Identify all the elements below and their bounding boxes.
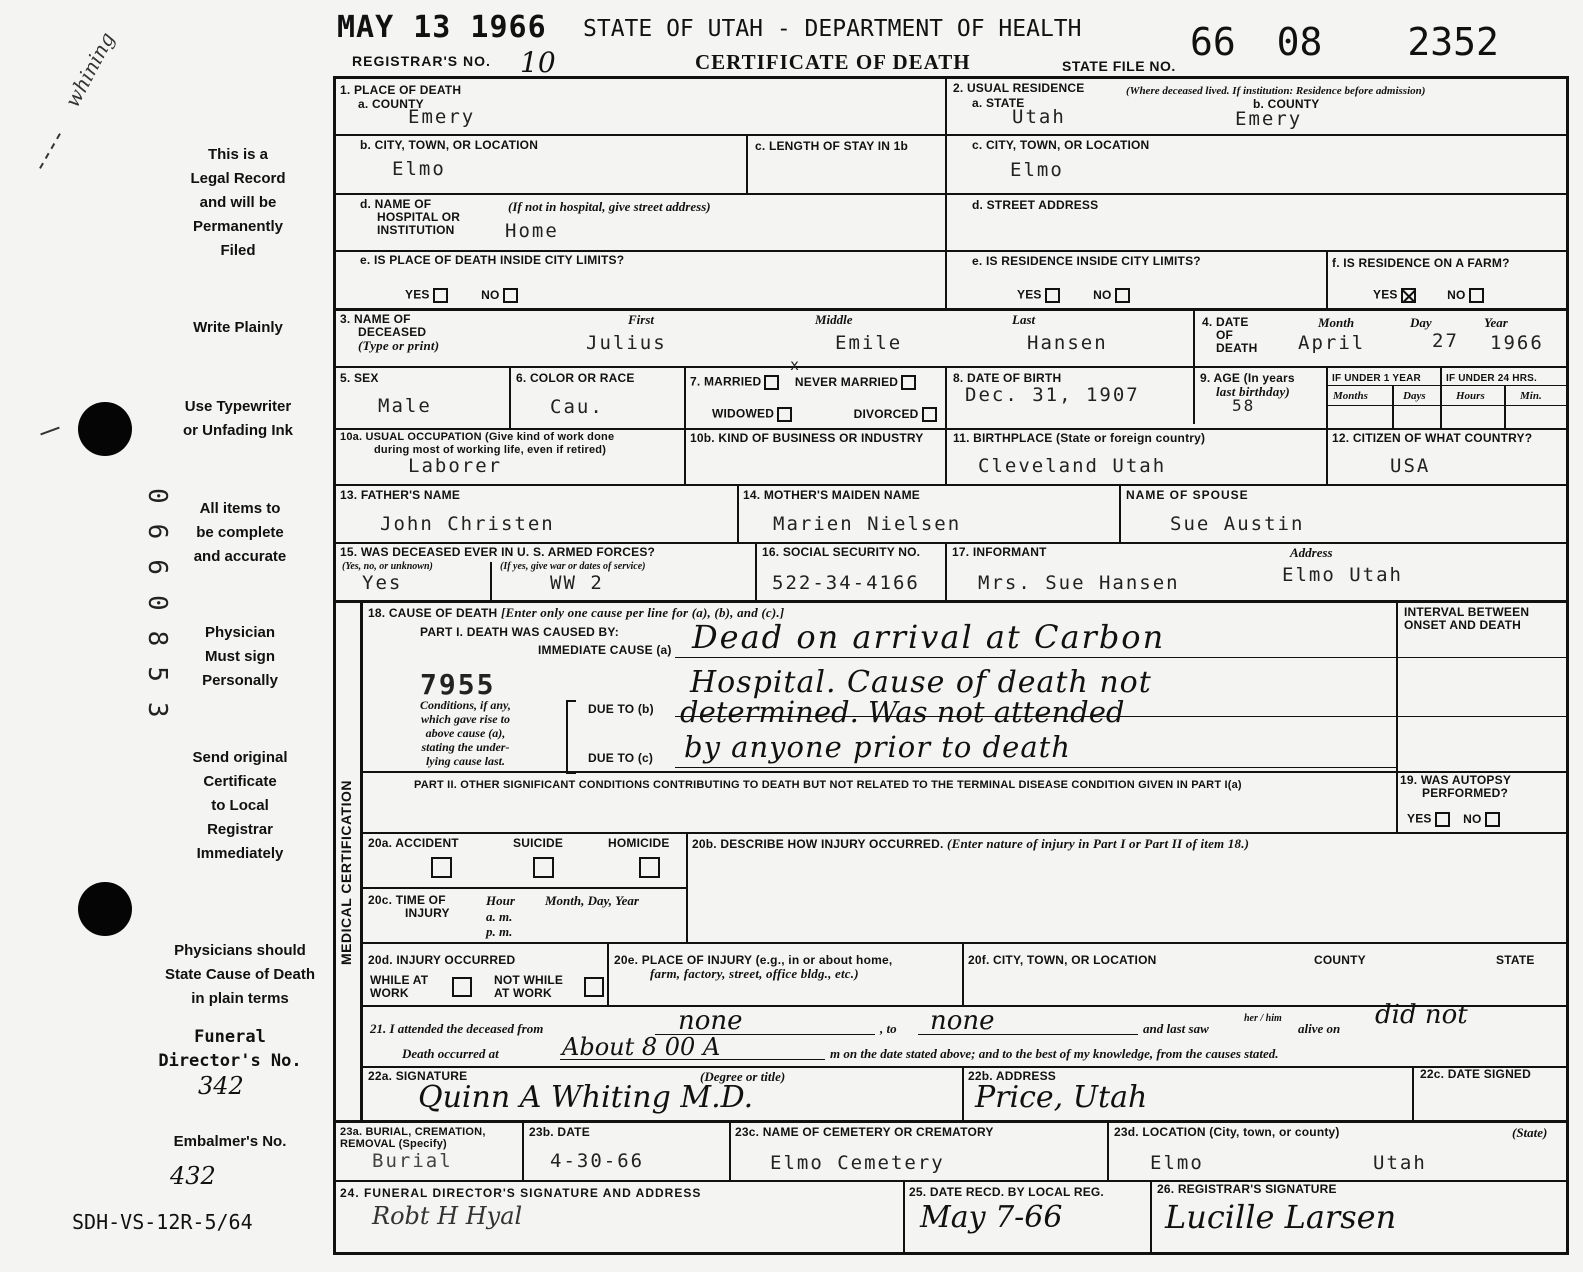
residence-county-label: b. COUNTY bbox=[1253, 97, 1320, 111]
birth-date-label: 8. DATE OF BIRTH bbox=[953, 371, 1062, 385]
alive-on-label: alive on bbox=[1298, 1021, 1341, 1036]
autopsy-no-checkbox[interactable] bbox=[1485, 812, 1500, 827]
burial-location-state: Utah bbox=[1373, 1152, 1427, 1174]
am-label: a. m. bbox=[486, 909, 513, 924]
date-of-death-label: 4. DATE OF DEATH bbox=[1202, 315, 1258, 355]
to-label: , to bbox=[880, 1021, 897, 1036]
under-1-year-label: IF UNDER 1 YEAR bbox=[1332, 373, 1421, 384]
embalmer-number: 432 bbox=[170, 1162, 216, 1190]
burial-location-city: Elmo bbox=[1150, 1152, 1204, 1174]
sidebar-all-items: All items to be complete and accurate bbox=[193, 500, 287, 565]
margin-dashes bbox=[39, 133, 61, 169]
not-while-at-work-label: NOT WHILE AT WORK bbox=[494, 973, 564, 1000]
citizen-label: 12. CITIZEN OF WHAT COUNTRY? bbox=[1332, 431, 1533, 445]
date-received-value: May 7-66 bbox=[920, 1200, 1063, 1235]
deceased-name-label: 3. NAME OF DECEASED (Type or print) bbox=[340, 312, 440, 353]
punch-hole-top bbox=[78, 402, 132, 456]
state-file-no: 66 08 2352 bbox=[1190, 20, 1499, 64]
business-label: 10b. KIND OF BUSINESS OR INDUSTRY bbox=[690, 431, 924, 445]
while-at-work-label: WHILE AT WORK bbox=[370, 973, 429, 1000]
months-label: Months bbox=[1333, 390, 1368, 402]
last-name-value: Hansen bbox=[1027, 332, 1108, 354]
sidebar-legal-record: This is a Legal Record and will be Permanently Filed bbox=[190, 146, 286, 259]
residence-state-label: a. STATE bbox=[972, 96, 1025, 110]
death-day-value: 27 bbox=[1432, 330, 1459, 352]
ssn-label: 16. SOCIAL SECURITY NO. bbox=[762, 545, 921, 559]
spouse-label: NAME OF SPOUSE bbox=[1126, 488, 1249, 502]
armed-value: Yes bbox=[362, 572, 403, 594]
registrar-signature: Lucille Larsen bbox=[1165, 1198, 1397, 1236]
last-saw-value: did not bbox=[1375, 1000, 1468, 1030]
residence-county-value: Emery bbox=[1235, 108, 1303, 130]
autopsy-yes-checkbox[interactable] bbox=[1435, 812, 1450, 827]
due-to-b-label: DUE TO (b) bbox=[588, 702, 654, 716]
cause-code: 7955 bbox=[420, 668, 496, 701]
cause-line-1: Dead on arrival at Carbon bbox=[692, 618, 1166, 656]
death-month-value: April bbox=[1298, 332, 1366, 354]
physician-signature: Quinn A Whiting M.D. bbox=[418, 1080, 754, 1115]
hour-label: Hour bbox=[486, 893, 515, 908]
occurred-tail-label: m on the date stated above; and to the best of my knowledge, from the causes stated. bbox=[830, 1046, 1279, 1061]
hours-label: Hours bbox=[1456, 390, 1485, 402]
death-month-label: Month bbox=[1318, 315, 1355, 330]
time-of-injury-label: 20c. TIME OF INJURY bbox=[368, 893, 450, 920]
burial-date-label: 23b. DATE bbox=[529, 1125, 590, 1139]
residence-label-note: (Where deceased lived. If institution: Residence before admission) bbox=[1126, 85, 1426, 97]
sidebar-write-plainly: Write Plainly bbox=[193, 319, 283, 336]
armed-note-1: (Yes, no, or unknown) bbox=[342, 561, 433, 572]
burial-state-label: (State) bbox=[1512, 1125, 1548, 1140]
burial-label: 23a. BURIAL, CREMATION, REMOVAL (Specify) bbox=[340, 1126, 486, 1150]
registrar-no-value: 10 bbox=[520, 46, 556, 79]
days-label: Days bbox=[1403, 390, 1426, 402]
death-inside-city-options: YES NO bbox=[405, 288, 518, 303]
married-options: 7. MARRIED NEVER MARRIED bbox=[690, 375, 916, 390]
vertical-certificate-number: 0660853 bbox=[142, 488, 172, 738]
injury-county-label: COUNTY bbox=[1314, 953, 1366, 967]
hospital-value: Home bbox=[505, 220, 559, 242]
hospital-label: d. NAME OF HOSPITAL OR INSTITUTION bbox=[360, 197, 461, 237]
sidebar-funeral-director: Funeral Director's No. bbox=[158, 1027, 302, 1071]
sidebar-send-original: Send original Certificate to Local Registrar Immediately bbox=[192, 749, 288, 862]
informant-address-value: Elmo Utah bbox=[1282, 564, 1403, 586]
interval-label: INTERVAL BETWEEN ONSET AND DEATH bbox=[1404, 605, 1530, 632]
accident-checkbox[interactable] bbox=[431, 857, 452, 878]
autopsy-options: YES NO bbox=[1407, 812, 1500, 827]
sidebar-embalmer: Embalmer's No. bbox=[173, 1133, 287, 1150]
registrar-signature-label: 26. REGISTRAR'S SIGNATURE bbox=[1157, 1182, 1337, 1196]
received-date-stamp: MAY 13 1966 bbox=[337, 10, 547, 45]
first-name-value: Julius bbox=[586, 332, 667, 354]
residence-inside-city-yes-checkbox[interactable] bbox=[1045, 288, 1060, 303]
state-file-no-label: STATE FILE NO. bbox=[1062, 58, 1176, 74]
father-label: 13. FATHER'S NAME bbox=[340, 488, 461, 502]
armed-note-2: (If yes, give war or dates of service) bbox=[500, 561, 646, 572]
informant-value: Mrs. Sue Hansen bbox=[978, 572, 1180, 594]
homicide-checkbox[interactable] bbox=[639, 857, 660, 878]
farm-no-checkbox[interactable] bbox=[1469, 288, 1484, 303]
month-day-year-label: Month, Day, Year bbox=[545, 893, 639, 908]
agency-title: STATE OF UTAH - DEPARTMENT OF HEALTH bbox=[583, 16, 1082, 42]
length-of-stay-label: c. LENGTH OF STAY IN 1b bbox=[755, 139, 909, 153]
farm-yes-checkbox-checked[interactable] bbox=[1401, 288, 1416, 303]
residence-label: 2. USUAL RESIDENCE bbox=[953, 81, 1085, 95]
occupation-label: 10a. USUAL OCCUPATION (Give kind of work done during most of working life, even if retired) bbox=[340, 431, 615, 456]
funeral-director-label: 24. FUNERAL DIRECTOR'S SIGNATURE AND ADDRESS bbox=[340, 1186, 702, 1200]
informant-address-label: Address bbox=[1290, 545, 1333, 560]
cemetery-value: Elmo Cemetery bbox=[770, 1152, 945, 1174]
farm-label: f. IS RESIDENCE ON A FARM? bbox=[1332, 256, 1510, 270]
citizen-value: USA bbox=[1390, 455, 1431, 477]
place-of-death-label: 1. PLACE OF DEATH bbox=[340, 83, 462, 97]
conditions-note: Conditions, if any, which gave rise to above cause (a), stating the under- lying cause last. bbox=[420, 698, 511, 768]
death-inside-city-no-checkbox[interactable] bbox=[503, 288, 518, 303]
min-label: Min. bbox=[1520, 390, 1542, 402]
injury-city-label: 20f. CITY, TOWN, OR LOCATION bbox=[968, 953, 1157, 967]
death-year-label: Year bbox=[1484, 315, 1508, 330]
pm-label: p. m. bbox=[486, 924, 513, 939]
sex-value: Male bbox=[378, 395, 432, 417]
sidebar-physicians-should: Physicians should State Cause of Death in plain terms bbox=[164, 942, 316, 1007]
cause-line-2: Hospital. Cause of death not bbox=[690, 665, 1152, 700]
homicide-label: HOMICIDE bbox=[608, 836, 670, 850]
injury-occurred-label: 20d. INJURY OCCURRED bbox=[368, 953, 516, 967]
armed-forces-label: 15. WAS DECEASED EVER IN U. S. ARMED FORCES? bbox=[340, 545, 656, 559]
occupation-value: Laborer bbox=[408, 455, 503, 477]
race-label: 6. COLOR OR RACE bbox=[516, 371, 635, 385]
physician-address: Price, Utah bbox=[975, 1080, 1148, 1115]
funeral-director-signature: Robt H Hyal bbox=[372, 1202, 523, 1230]
married-checkbox[interactable] bbox=[764, 375, 779, 390]
degree-label: (Degree or title) bbox=[700, 1069, 786, 1084]
attended-label: 21. I attended the deceased from bbox=[370, 1021, 544, 1036]
residence-inside-city-options: YES NO bbox=[1017, 288, 1130, 303]
occurred-at-label: Death occurred at bbox=[402, 1046, 499, 1061]
death-city-value: Elmo bbox=[392, 158, 446, 180]
married-mark: x bbox=[790, 356, 802, 374]
under-24-hrs-label: IF UNDER 24 HRS. bbox=[1446, 373, 1537, 384]
mother-value: Marien Nielsen bbox=[773, 513, 962, 535]
last-saw-label: and last saw bbox=[1143, 1021, 1209, 1036]
certificate-title: CERTIFICATE OF DEATH bbox=[695, 50, 971, 74]
physician-address-label: 22b. ADDRESS bbox=[968, 1069, 1056, 1083]
residence-city-label: c. CITY, TOWN, OR LOCATION bbox=[972, 138, 1150, 152]
middle-name-value: Emile bbox=[835, 332, 903, 354]
sex-label: 5. SEX bbox=[340, 371, 379, 385]
part2-label: PART II. OTHER SIGNIFICANT CONDITIONS CONTRIBUTING TO DEATH BUT NOT RELATED TO THE TERMINAL DISEASE CONDITION GIVEN IN PART I(a) bbox=[414, 779, 1242, 791]
birthplace-label: 11. BIRTHPLACE (State or foreign country) bbox=[953, 431, 1206, 445]
date-received-label: 25. DATE RECD. BY LOCAL REG. bbox=[909, 1185, 1104, 1199]
residence-city-value: Elmo bbox=[1010, 159, 1064, 181]
registrar-no-label: REGISTRAR'S NO. bbox=[352, 53, 491, 69]
middle-label: Middle bbox=[815, 312, 853, 327]
cause-line-4: by anyone prior to death bbox=[684, 730, 1071, 764]
never-married-checkbox[interactable] bbox=[901, 375, 916, 390]
suicide-checkbox[interactable] bbox=[533, 857, 554, 878]
suicide-label: SUICIDE bbox=[513, 836, 564, 850]
margin-tick bbox=[40, 427, 59, 436]
residence-state-value: Utah bbox=[1012, 106, 1066, 128]
street-address-label: d. STREET ADDRESS bbox=[972, 198, 1099, 212]
her-him-label: her / him bbox=[1244, 1013, 1282, 1024]
sidebar-physician-sign: Physician Must sign Personally bbox=[202, 624, 278, 689]
injury-state-label: STATE bbox=[1496, 953, 1535, 967]
first-label: First bbox=[628, 312, 655, 327]
burial-date-value: 4-30-66 bbox=[550, 1150, 645, 1172]
signature-label: 22a. SIGNATURE bbox=[368, 1069, 468, 1083]
hospital-note: (If not in hospital, give street address) bbox=[508, 199, 711, 214]
widowed-options: WIDOWED DIVORCED bbox=[712, 407, 937, 422]
death-county-label: a. COUNTY bbox=[358, 97, 424, 111]
attended-to-value: none bbox=[930, 1006, 995, 1036]
race-value: Cau. bbox=[550, 396, 604, 418]
birthplace-value: Cleveland Utah bbox=[978, 455, 1167, 477]
not-while-at-work-checkbox[interactable] bbox=[584, 977, 604, 997]
farm-options: YES NO bbox=[1373, 288, 1484, 303]
medical-certification-side-label: MEDICAL CERTIFICATION bbox=[338, 780, 354, 965]
sidebar-typewriter: Use Typewriter or Unfading Ink bbox=[183, 398, 293, 439]
accident-label: 20a. ACCIDENT bbox=[368, 836, 459, 850]
age-label: 9. AGE (In years last birthday) bbox=[1200, 371, 1295, 399]
death-inside-city-yes-checkbox[interactable] bbox=[433, 288, 448, 303]
burial-location-label: 23d. LOCATION (City, town, or county) bbox=[1114, 1125, 1340, 1139]
spouse-value: Sue Austin bbox=[1170, 513, 1305, 535]
immediate-cause-label: IMMEDIATE CAUSE (a) bbox=[538, 643, 672, 657]
mother-label: 14. MOTHER'S MAIDEN NAME bbox=[743, 488, 921, 502]
cemetery-label: 23c. NAME OF CEMETERY OR CREMATORY bbox=[735, 1125, 994, 1139]
death-day-label: Day bbox=[1410, 315, 1432, 330]
cause-of-death-label: 18. CAUSE OF DEATH [Enter only one cause per line for (a), (b), and (c).] bbox=[368, 605, 785, 620]
father-value: John Christen bbox=[380, 513, 555, 535]
widowed-checkbox[interactable] bbox=[777, 407, 792, 422]
while-at-work-checkbox[interactable] bbox=[452, 977, 472, 997]
due-to-c-label: DUE TO (c) bbox=[588, 751, 654, 765]
date-signed-label: 22c. DATE SIGNED bbox=[1420, 1067, 1532, 1081]
form-code: SDH-VS-12R-5/64 bbox=[72, 1210, 253, 1234]
conditions-brace bbox=[566, 700, 576, 774]
age-value: 58 bbox=[1232, 396, 1256, 415]
margin-note: whining bbox=[60, 28, 120, 112]
death-inside-city-label: e. IS PLACE OF DEATH INSIDE CITY LIMITS? bbox=[360, 253, 625, 267]
occurred-at-value: About 8 00 A bbox=[562, 1033, 721, 1061]
death-year-value: 1966 bbox=[1490, 332, 1544, 354]
funeral-director-number: 342 bbox=[198, 1072, 244, 1100]
burial-value: Burial bbox=[372, 1150, 453, 1172]
informant-label: 17. INFORMANT bbox=[952, 545, 1047, 559]
autopsy-label: 19. WAS AUTOPSY PERFORMED? bbox=[1400, 773, 1512, 800]
death-county-value: Emery bbox=[408, 106, 476, 128]
part1-label: PART I. DEATH WAS CAUSED BY: bbox=[420, 625, 619, 639]
war-value: WW 2 bbox=[550, 572, 604, 594]
ssn-value: 522-34-4166 bbox=[772, 572, 920, 594]
residence-inside-city-no-checkbox[interactable] bbox=[1115, 288, 1130, 303]
birth-date-value: Dec. 31, 1907 bbox=[965, 384, 1140, 406]
injury-description-label: 20b. DESCRIBE HOW INJURY OCCURRED. (Enter nature of injury in Part I or Part II of item 18.) bbox=[692, 836, 1250, 851]
attended-from-value: none bbox=[678, 1006, 743, 1036]
death-city-label: b. CITY, TOWN, OR LOCATION bbox=[360, 138, 539, 152]
place-of-injury-label: 20e. PLACE OF INJURY (e.g., in or about home, farm, factory, street, office bldg., etc.) bbox=[614, 953, 893, 981]
cause-line-3: determined. Was not attended bbox=[680, 695, 1125, 729]
last-label: Last bbox=[1012, 312, 1036, 327]
divorced-checkbox[interactable] bbox=[922, 407, 937, 422]
residence-inside-city-label: e. IS RESIDENCE INSIDE CITY LIMITS? bbox=[972, 254, 1201, 268]
punch-hole-bottom bbox=[78, 882, 132, 936]
